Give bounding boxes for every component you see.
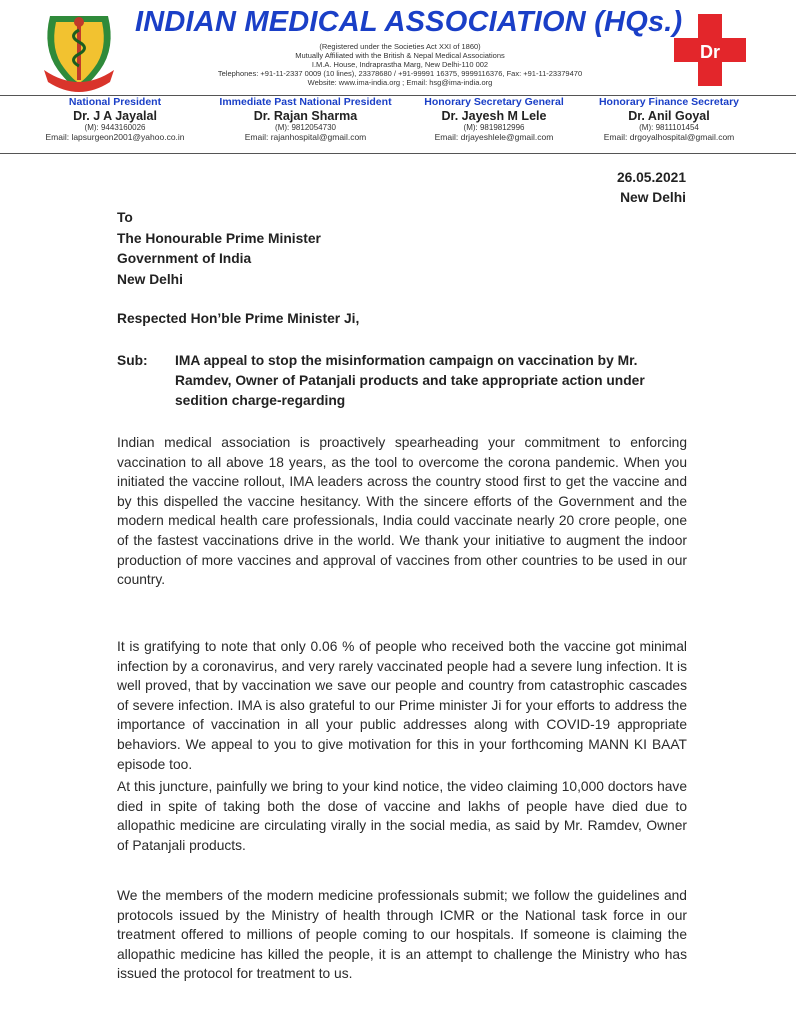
address-line-3: New Delhi (117, 271, 183, 287)
paragraph-3: At this juncture, painfully we bring to your kind notice, the video claiming 10,000 doctors have died in spite of taking both the dose of vaccine and lakhs of people have died due to allopathic medicine are circulating virally in the social media, as said by Mr. Ramdev, Owner of Patanjali products. (117, 779, 687, 853)
officer-mobile: (M): 9811101454 (639, 123, 699, 132)
affiliation-line: Mutually Affiliated with the British & Nepal Medical Associations (295, 51, 505, 60)
telephone-line: Telephones: +91-11-2337 0009 (10 lines), 23378680 / +91-99991 16375, 9999116376, Fax: +91-11-23379470 (217, 69, 583, 78)
officer-mobile: (M): 9443160026 (84, 123, 146, 132)
officer-mobile: (M): 9812054730 (275, 123, 336, 132)
address-to: To (117, 210, 133, 225)
officer-mobile: (M): 9819812996 (463, 123, 525, 132)
subject-label: Sub: (117, 353, 148, 368)
officer-name: Dr. Rajan Sharma (253, 109, 358, 123)
recipient-address (117, 208, 321, 290)
officer-role: Immediate Past National President (219, 96, 392, 108)
officer-role: Honorary Finance Secretary (598, 96, 740, 108)
address-line-1: The Honourable Prime Minister (117, 230, 321, 246)
officer-email: Email: lapsurgeon2001@yahoo.co.in (45, 132, 185, 142)
ima-emblem-icon (40, 8, 118, 92)
officer-past-president (218, 96, 393, 142)
organisation-title: INDIAN MEDICAL ASSOCIATION (HQs.) (135, 6, 683, 38)
letter-date: 26.05.2021 (616, 170, 686, 185)
registration-line: (Registered under the Societies Act XXI of 1860) (319, 42, 481, 51)
paragraph-4: We the members of the modern medicine professionals submit; we follow the guidelines and protocols issued by the Ministry of health through ICMR or the National task force in our treatment offered to millions of people coming to our hospitals. If someone is claiming the allopathic medicine has killed the people, it is an attempt to challenge the Ministry who has issued the protocol for treatment to us. (117, 888, 687, 982)
officer-secretary-general (420, 96, 568, 142)
paragraph-2: It is gratifying to note that only 0.06 % of people who received both the vaccine got minimal infection by a coronavirus, and very rarely vaccinated people had a severe lung infection. It is well proved, that by vaccination we save our people and country from catastrophic cascades of severe infection. IMA is also grateful to our Prime minister Ji for your efforts to address the importance of vaccination in all your public addresses along with COVID-19 appropriate behaviors. We appeal to you to give motivation for this in your forthcoming MANN KI BAAT episode too. (117, 639, 687, 772)
officer-finance-secretary (586, 96, 752, 142)
letter-place: New Delhi (620, 190, 686, 205)
letterhead (0, 0, 796, 100)
officer-role: National President (68, 96, 162, 108)
office-bearers (0, 96, 796, 152)
officer-email: Email: drgoyalhospital@gmail.com (603, 132, 735, 142)
officer-name: Dr. Jayesh M Lele (441, 109, 547, 123)
paragraph-1: Indian medical association is proactively spearheading your commitment to enforcing vaccination to all above 18 years, as the tool to overcome the corona pandemic. When you initiated the vaccine rollout, IMA leaders across the country stood first to get the vaccine and by this dispelled the vaccine hesitancy. With the sincere efforts of the Government and the modern medical health care professionals, India could vaccinate nearly 20 crore people, one of the fastest vaccinations drive in the world. We thank your initiative to augment the indoor production of more vaccines and approval of vaccines from other countries to be used in our country. (117, 435, 687, 588)
officer-email: Email: drjayeshlele@gmail.com (434, 132, 554, 142)
salutation: Respected Hon’ble Prime Minister Ji, (117, 311, 360, 326)
officers-divider (0, 153, 796, 154)
address-line: I.M.A. House, Indraprastha Marg, New Delhi-110 002 (311, 60, 489, 69)
subject-text: IMA appeal to stop the misinformation campaign on vaccination by Mr. Ramdev, Owner of Patanjali products and take appropriate action under sedition charge-regarding (175, 353, 645, 408)
officer-name: Dr. Anil Goyal (628, 109, 710, 123)
website-line: Website: www.ima-india.org ; Email: hsg@ima-india.org (307, 78, 493, 87)
dr-badge-label: Dr (699, 42, 721, 62)
address-line-2: Government of India (117, 251, 252, 266)
red-cross-icon (674, 14, 746, 86)
letter-date-block (617, 168, 686, 208)
officer-national-president (40, 96, 190, 142)
officer-name: Dr. J A Jayalal (73, 109, 157, 123)
officer-role: Honorary Secretary General (424, 96, 564, 108)
officer-email: Email: rajanhospital@gmail.com (244, 132, 367, 142)
